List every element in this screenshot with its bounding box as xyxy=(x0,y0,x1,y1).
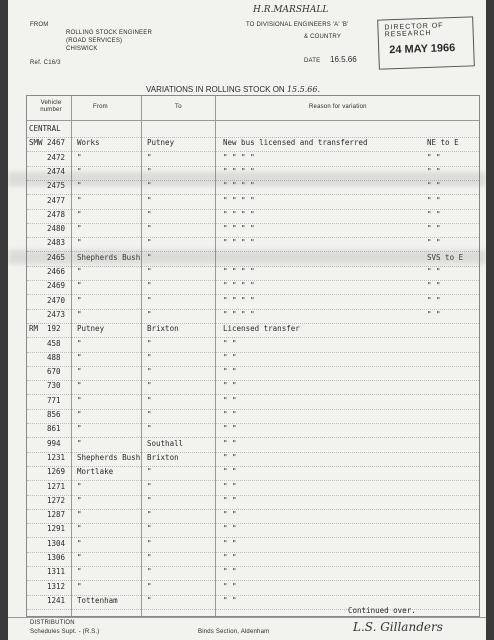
to-cell: " xyxy=(147,238,152,248)
from-cell: " xyxy=(77,195,82,205)
to-cell: " xyxy=(147,595,152,605)
reason-cell: " " xyxy=(223,395,237,405)
vehicle-number: 856 xyxy=(47,410,61,419)
vehicle-number: 1241 xyxy=(47,595,66,605)
table-row xyxy=(27,210,479,224)
from-cell: " xyxy=(77,224,82,234)
to-cell: " xyxy=(147,281,152,291)
vehicle-number: 771 xyxy=(47,395,61,405)
table-row xyxy=(27,224,479,238)
to-cell: " xyxy=(147,295,152,305)
reason-cell: Licensed transfer xyxy=(223,324,300,334)
from-cell: Mortlake xyxy=(77,467,114,477)
from-cell: Shepherds Bush xyxy=(77,252,141,262)
from-cell: " xyxy=(77,395,82,405)
column-header-from: From xyxy=(93,104,108,110)
reason-cell: " " xyxy=(223,438,237,448)
table-row xyxy=(27,310,479,324)
from-line1: ROLLING STOCK ENGINEER xyxy=(66,30,152,36)
table-row xyxy=(27,196,479,210)
from-cell: " xyxy=(77,438,82,448)
to-cell: " xyxy=(147,538,152,548)
table-row xyxy=(27,496,479,510)
reason-cell: " " xyxy=(223,452,237,462)
reason-cell: " " xyxy=(223,538,237,548)
vehicle-number: 458 xyxy=(47,338,61,348)
reason-cell: " " " " xyxy=(223,195,255,205)
table-row xyxy=(27,524,479,538)
vehicle-number: 1311 xyxy=(47,567,66,577)
vehicle-class: CENTRAL xyxy=(29,124,61,133)
from-cell: " xyxy=(77,367,82,377)
note-cell: " " xyxy=(427,181,441,191)
handwritten-recipient: H.R.MARSHALL xyxy=(253,5,329,15)
note-cell: " " xyxy=(427,195,441,205)
reason-cell: " " " " xyxy=(223,281,255,291)
reason-cell: " " xyxy=(223,524,237,534)
from-label: FROM xyxy=(30,22,49,28)
table-row xyxy=(27,353,479,367)
from-cell: " xyxy=(77,267,82,276)
table-row xyxy=(27,539,479,553)
to-cell: " xyxy=(147,209,152,219)
table-row xyxy=(27,510,479,524)
table-row xyxy=(27,324,479,338)
from-cell: " xyxy=(77,381,82,391)
reason-cell: " " " " xyxy=(223,166,255,176)
reason-cell: " " xyxy=(223,553,237,562)
from-line3: CHISWICK xyxy=(66,46,98,52)
vehicle-number: 2472 xyxy=(47,152,66,162)
to-cell: " xyxy=(147,252,152,262)
from-cell: " xyxy=(77,152,82,162)
note-cell: " " xyxy=(427,295,441,305)
table-row xyxy=(27,381,479,395)
from-cell: " xyxy=(77,209,82,219)
vehicle-number: 1287 xyxy=(47,510,66,520)
table-row xyxy=(27,453,479,467)
reason-cell: " " xyxy=(223,410,237,419)
reason-cell: " " xyxy=(223,381,237,391)
to-cell: " xyxy=(147,395,152,405)
note-cell: " " xyxy=(427,209,441,219)
table-row xyxy=(27,410,479,424)
vehicle-number: 1304 xyxy=(47,538,66,548)
vehicle-number: 2483 xyxy=(47,238,66,248)
table-row xyxy=(27,296,479,310)
to-cell: " xyxy=(147,152,152,162)
to-cell: " xyxy=(147,367,152,377)
note-cell: " " xyxy=(427,281,441,291)
distribution-label: DISTRIBUTION xyxy=(30,620,75,626)
footer-divider xyxy=(8,617,486,618)
reason-cell: " " xyxy=(223,467,237,477)
note-cell: " " xyxy=(427,267,441,276)
vehicle-number: 488 xyxy=(47,352,61,362)
note-cell: " " xyxy=(427,309,441,319)
header-divider xyxy=(27,120,479,121)
column-header-reason: Reason for variation xyxy=(309,104,367,110)
ref-number: Ref. C16/3 xyxy=(30,60,61,66)
reason-cell: " " xyxy=(223,510,237,520)
to-cell: " xyxy=(147,224,152,234)
distribution-binds: Binds Section, Aldenham xyxy=(198,629,270,635)
from-cell: " xyxy=(77,567,82,577)
reason-cell: " " xyxy=(223,567,237,577)
to-cell: " xyxy=(147,553,152,562)
table-row xyxy=(27,567,479,581)
document-sheet xyxy=(8,0,486,640)
date-label: DATE xyxy=(304,58,321,64)
reason-cell: " " " " xyxy=(223,152,255,162)
table-row xyxy=(27,582,479,596)
reason-cell: " " xyxy=(223,338,237,348)
document-title xyxy=(146,85,320,94)
from-cell: " xyxy=(77,181,82,191)
reason-cell: " " " " xyxy=(223,238,255,248)
to-cell: " xyxy=(147,424,152,434)
note-cell: " " xyxy=(427,166,441,176)
from-cell: Shepherds Bush xyxy=(77,452,141,462)
to-cell: " xyxy=(147,338,152,348)
vehicle-number: 2474 xyxy=(47,166,66,176)
reason-cell: " " xyxy=(223,367,237,377)
vehicle-number: 2477 xyxy=(47,195,66,205)
reason-cell: New bus licensed and transferred xyxy=(223,138,368,148)
table-row xyxy=(27,367,479,381)
table-row xyxy=(27,424,479,438)
from-cell: " xyxy=(77,166,82,176)
vehicle-number: 994 xyxy=(47,438,61,448)
reason-cell: " " xyxy=(223,581,237,591)
to-cell: " xyxy=(147,481,152,491)
vehicle-number: 2466 xyxy=(47,267,66,276)
from-cell: " xyxy=(77,495,82,505)
vehicle-class: RM xyxy=(29,324,39,334)
continued-note: Continued over. xyxy=(348,606,416,615)
reason-cell: " " xyxy=(223,352,237,362)
to-cell: Brixton xyxy=(147,324,179,334)
to-cell: " xyxy=(147,495,152,505)
table-row xyxy=(27,138,479,152)
to-cell: Southall xyxy=(147,438,184,448)
table-row xyxy=(27,339,479,353)
table-row xyxy=(27,482,479,496)
from-cell: " xyxy=(77,424,82,434)
to-cell: Brixton xyxy=(147,452,179,462)
scan-artifact xyxy=(8,250,486,264)
distribution-schedules: Schedules Supt. - (R.S.) xyxy=(30,629,100,635)
from-cell: " xyxy=(77,281,82,291)
vehicle-number: 1291 xyxy=(47,524,66,534)
table-row xyxy=(27,467,479,481)
to-cell: " xyxy=(147,510,152,520)
date-value: 16.5.66 xyxy=(330,55,357,64)
to-cell: " xyxy=(147,381,152,391)
to-cell: " xyxy=(147,181,152,191)
note-cell: SVS to E xyxy=(427,252,464,262)
reason-cell: " " xyxy=(223,595,237,605)
vehicle-number: 1272 xyxy=(47,495,66,505)
reason-cell: " " xyxy=(223,495,237,505)
from-cell: " xyxy=(77,524,82,534)
column-header-vehicle: Vehicle number xyxy=(40,100,62,113)
from-cell: " xyxy=(77,553,82,562)
from-cell: " xyxy=(77,510,82,520)
to-line1: TO DIVISIONAL ENGINEERS 'A' 'B' xyxy=(246,22,349,28)
to-cell: " xyxy=(147,352,152,362)
title-text: VARIATIONS IN ROLLING STOCK ON xyxy=(146,85,285,94)
vehicle-number: 1231 xyxy=(47,452,66,462)
stamp-title: DIRECTOR OF RESEARCH xyxy=(384,22,444,39)
received-stamp xyxy=(377,16,475,69)
reason-cell: " " xyxy=(223,481,237,491)
from-cell: Works xyxy=(77,138,100,148)
to-cell: " xyxy=(147,195,152,205)
vehicle-number: 1312 xyxy=(47,581,66,591)
vehicle-number: 1306 xyxy=(47,553,66,562)
to-cell: " xyxy=(147,309,152,319)
from-line2: (ROAD SERVICES) xyxy=(66,38,123,44)
title-date: 15.5.66. xyxy=(286,85,321,94)
note-cell: NE to E xyxy=(427,138,459,148)
vehicle-number: 670 xyxy=(47,367,61,377)
reason-cell: " " xyxy=(223,424,237,434)
to-cell: " xyxy=(147,524,152,534)
from-cell: " xyxy=(77,238,82,248)
vehicle-number: 2465 xyxy=(47,252,66,262)
to-cell: " xyxy=(147,410,152,419)
from-cell: " xyxy=(77,338,82,348)
vehicle-number: 861 xyxy=(47,424,61,434)
from-cell: " xyxy=(77,538,82,548)
from-cell: " xyxy=(77,581,82,591)
table-row xyxy=(27,553,479,567)
note-cell: " " xyxy=(427,224,441,234)
to-cell: " xyxy=(147,267,152,276)
from-cell: " xyxy=(77,309,82,319)
vehicle-number: 2470 xyxy=(47,295,66,305)
table-row xyxy=(27,396,479,410)
to-cell: " xyxy=(147,467,152,477)
vehicle-number: 2475 xyxy=(47,181,66,191)
reason-cell: " " " " xyxy=(223,209,255,219)
reason-cell: " " " " xyxy=(223,267,255,276)
to-cell: " xyxy=(147,166,152,176)
vehicle-number: 2469 xyxy=(47,281,66,291)
vehicle-number: 1271 xyxy=(47,481,66,491)
from-cell: " xyxy=(77,295,82,305)
to-cell: Putney xyxy=(147,138,175,148)
table-row xyxy=(27,153,479,167)
from-cell: " xyxy=(77,410,82,419)
to-line2: & COUNTRY xyxy=(304,34,342,40)
vehicle-number: 2480 xyxy=(47,224,66,234)
signature: L.S. Gillanders xyxy=(353,620,443,634)
from-cell: Tottenham xyxy=(77,595,118,605)
reason-cell: " " " " xyxy=(223,224,255,234)
note-cell: " " xyxy=(427,152,441,162)
reason-cell: " " " " xyxy=(223,309,255,319)
scan-artifact xyxy=(8,172,486,186)
vehicle-number: 730 xyxy=(47,381,61,391)
vehicle-number: 192 xyxy=(47,324,61,334)
from-cell: " xyxy=(77,481,82,491)
column-header-to: To xyxy=(175,104,182,110)
stamp-date: 24 MAY 1966 xyxy=(389,41,456,57)
from-cell: Putney xyxy=(77,324,105,334)
vehicle-number: 1269 xyxy=(47,467,66,477)
vehicle-number: 2467 xyxy=(47,138,66,148)
to-cell: " xyxy=(147,567,152,577)
reason-cell: " " " " xyxy=(223,295,255,305)
table-row xyxy=(27,281,479,295)
to-cell: " xyxy=(147,581,152,591)
from-cell: " xyxy=(77,352,82,362)
table-row xyxy=(27,439,479,453)
table-row xyxy=(27,267,479,281)
note-cell: " " xyxy=(427,238,441,248)
table-row xyxy=(27,124,479,138)
vehicle-class: SMW xyxy=(29,138,43,148)
reason-cell: " " " " xyxy=(223,181,255,191)
vehicle-number: 2478 xyxy=(47,209,66,219)
vehicle-number: 2473 xyxy=(47,309,66,319)
